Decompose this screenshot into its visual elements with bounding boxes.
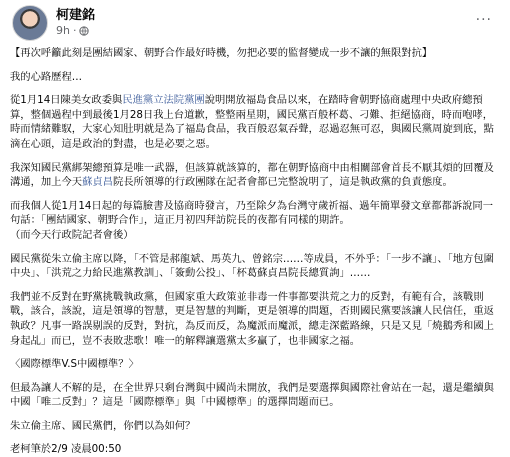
paragraph-5: 國民黨從朱立倫主席以降，「不管是郝龍斌、馬英九、曾銘宗……等成員，不外乎：「一步不讓」、「地方包圍中央」、「洪荒之力給民進黨教訓」、「簽動公投」、「杯葛蘇貞昌院長總質詢」…… [10, 252, 494, 280]
avatar[interactable] [12, 5, 48, 41]
paragraph-9: 朱立倫主席、國民黨們，你們以為如何？ [10, 419, 196, 432]
text-run: 我深知國民黨綁架總預算是唯一武器，但該算就該算的，都在朝野協商中由相關部會首長不厭其煩的回覆及溝通，加上今天 [10, 161, 494, 189]
post-meta [56, 8, 95, 38]
post-signature: 老柯筆於2/9 凌晨00:50 [10, 443, 122, 456]
more-horizontal-icon[interactable]: ··· [475, 12, 492, 28]
intro: 我的心路歷程… [10, 70, 83, 83]
text-run: 從1月14日陳美女政委與 [10, 94, 123, 107]
separator-dot: · [72, 24, 77, 37]
author-name[interactable]: 柯建銘 [56, 8, 96, 23]
paragraph-3: 而我個人從1月14日起的每篇臉書及協商時發言，乃至除夕為台灣守歲祈福、過年簡單發文章都都訴說同一句話：「團結國家、朝野合作」，這正月初四拜訪院長的夜都有同樣的期許。 [10, 199, 494, 227]
post-subline [56, 24, 95, 38]
mention-link[interactable]: 蘇貞昌 [82, 176, 113, 189]
paragraph-1 [10, 93, 500, 151]
paragraph-8: 但最為讓人不解的是，在全世界只剩台灣與中國尚未開放，我們是要選擇與國際社會站在一起，還是繼續與中國「唯二反對」？這是「國際標準」與「中國標準」的選擇問題而已。 [10, 381, 494, 409]
paragraph-6: 我們並不反對在野黨挑戰執政黨，但國家重大政策並非毒一件事都要洪荒之力的反對，有範有合，該戰則戰，該合，該說，這是領導的智慧，更是智慧的判斷，更是領導的問題，否則國民黨要該讓人民信任，重返執政？凡事一路誤剔誤的反對，對抗，為反而反，為魔派而魔派，總走深藍路線，只是又見「燒鵝秀和國上身起乩」而已，豈不表敗悲歌！唯一的解釋讓選黨太多贏了，也非國家之福。 [10, 290, 494, 347]
globe-icon [79, 26, 89, 36]
post-body [10, 46, 500, 442]
headline: 【再次呼籲此刻是團結國家、朝野合作最好時機，勿把必要的監督變成一步不讓的無限對抗】 [10, 47, 433, 59]
section-heading: 〈國際標準V.S中國標準？〉 [10, 358, 139, 371]
post-header [10, 0, 500, 46]
post-time[interactable]: 9h [56, 24, 70, 37]
paragraph-4: （而今天行政院記者會後） [10, 228, 134, 241]
paragraph-2 [10, 161, 500, 190]
mention-link[interactable]: 民進黨立法院黨團 [122, 94, 205, 107]
text-run: 院長所領導的行政團隊在記者會都已完整說明了，這是執政黨的負責態度。 [112, 176, 453, 189]
text-run: 說明開放福島食品以來，在踏時會朝野協商處理中央政府總預算，整個過程中到最後1月28日我上台道歉，整整兩星期，國民黨百般杯葛、刁難、拒絕協商，時而咆哮，時而情緒難馭，大家心知肚明就是為了福島食品，我百般忍氣吞聲，忍過忍無可忍，與國民黨周旋到底，點滴在心頭，這是政治的對盡，也是必要之惡。 [10, 94, 494, 150]
